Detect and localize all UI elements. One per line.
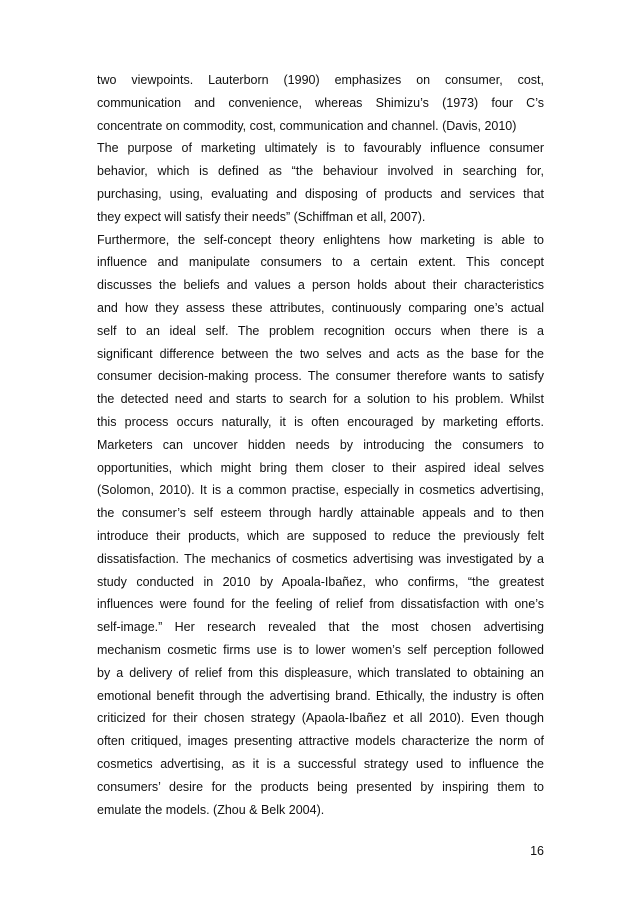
body-text [97,69,544,821]
text-line: influences were found for the feeling of relief from dissatisfaction with one’s [97,597,544,612]
text-line: discusses the beliefs and values a person holds about their characteristics [97,278,544,293]
text-line: purchasing, using, evaluating and disposing of products and services that [97,186,544,201]
text-line: dissatisfaction. The mechanics of cosmetics advertising was investigated by a [97,551,544,566]
text-line: self to an ideal self. The problem recognition occurs when there is a [97,323,544,338]
text-line: behavior, which is defined as “the behaviour involved in searching for, [97,164,544,179]
text-line: often critiqued, images presenting attractive models characterize the norm of [97,734,544,749]
text-line: consumer decision-making process. The consumer therefore wants to satisfy [97,369,544,384]
text-line: emotional benefit through the advertising brand. Ethically, the industry is often [97,688,544,703]
text-line: influence and manipulate consumers to a certain extent. This concept [97,255,544,270]
text-line: The purpose of marketing ultimately is to favourably influence consumer [97,141,544,156]
text-line: introduce their products, which are supposed to reduce the previously felt [97,528,544,543]
text-line: study conducted in 2010 by Apoala-Ibañez, who confirms, “the greatest [97,574,544,589]
text-line: the detected need and starts to search for a solution to his problem. Whilst [97,392,544,407]
text-line: opportunities, which might bring them closer to their aspired ideal selves [97,460,544,475]
text-line: Furthermore, the self-concept theory enlightens how marketing is able to [97,232,544,247]
text-line: concentrate on commodity, cost, communication and channel. (Davis, 2010) [97,118,517,133]
text-line: two viewpoints. Lauterborn (1990) emphasizes on consumer, cost, [97,73,544,87]
text-line: and how they assess these attributes, continuously comparing one’s actual [97,300,544,315]
text-line: Marketers can uncover hidden needs by introducing the consumers to [97,437,544,452]
text-line: consumers’ desire for the products being presented by inspiring them to [97,779,544,794]
text-line: mechanism cosmetic firms use is to lower women’s self perception followed [97,642,544,657]
text-line: communication and convenience, whereas Shimizu’s (1973) four C’s [97,95,544,110]
text-line: they expect will satisfy their needs” (Schiffman et all, 2007). [97,209,426,224]
text-line: by a delivery of relief from this displeasure, which translated to obtaining an [97,665,544,680]
text-line: self-image.” Her research revealed that the most chosen advertising [97,620,544,635]
page-number: 16 [530,844,544,858]
text-line: the consumer’s self esteem through hardly attainable appeals and to then [97,506,544,521]
text-line: criticized for their chosen strategy (Apaola-Ibañez et all 2010). Even though [97,711,544,726]
text-line: significant difference between the two selves and acts as the base for the [97,346,544,361]
text-line: cosmetics advertising, as it is a successful strategy used to influence the [97,756,544,771]
text-line: this process occurs naturally, it is often encouraged by marketing efforts. [97,414,544,429]
text-line: emulate the models. (Zhou & Belk 2004). [97,802,325,817]
text-line: (Solomon, 2010). It is a common practise, especially in cosmetics advertising, [97,483,544,498]
